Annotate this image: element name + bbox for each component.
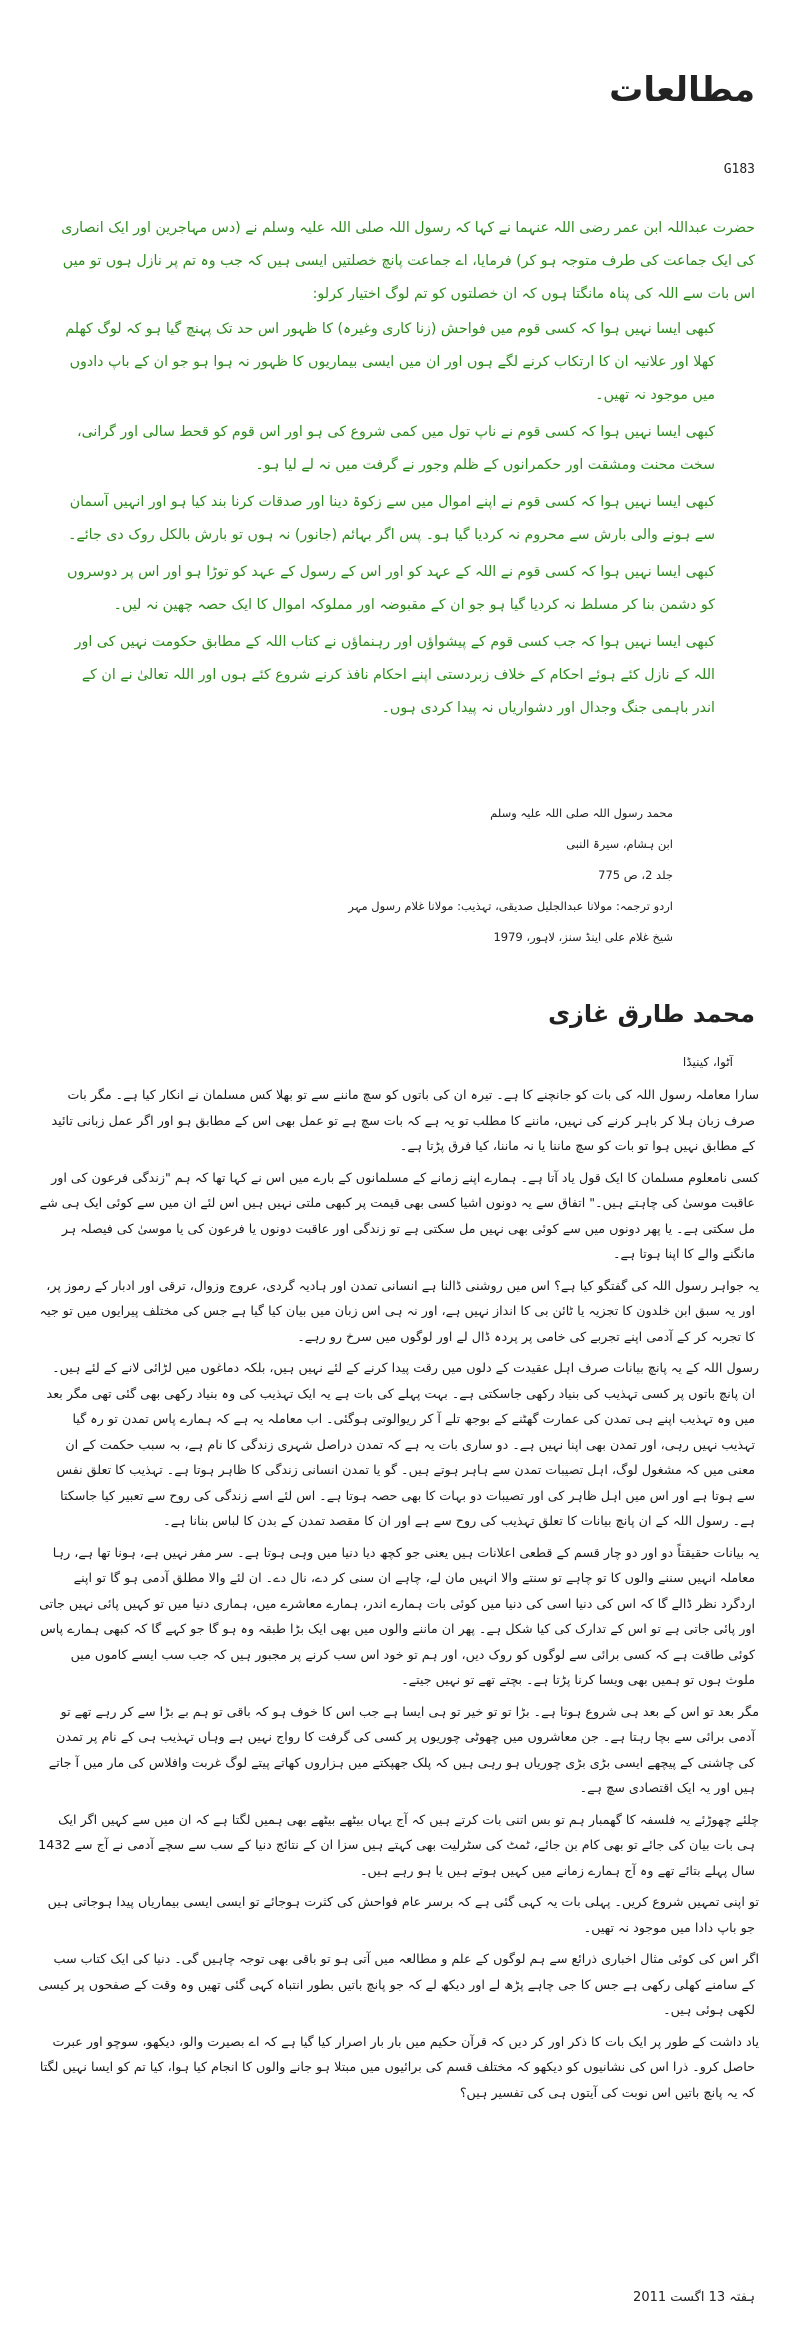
- body-paragraph: رسول اللہ کے یہ پانچ بیانات صرف اہل عقیدت کے دلوں میں رقت پیدا کرنے کے لئے نہیں ہیں، بلکہ دماغوں میں لڑائی لانے کے لئے ہیں۔ ان پانچ باتوں پر کسی تہذیب کی بنیاد رکھی جاسکتی ہے۔ بہت پہلے کی بات ہے یہ ایک تہذیب کی وہ بنیاد رکھی بھی گئی تھی مگر بعد میں وہ تہذیب اپنے ہی تمدن کی عمارت گھٹنے کے بوجھ تلے آ کر ریوالوتی ہوگئی۔ اب معاملہ یہ ہے کہ ہمارے پاس تمدن تو رہ گیا تہذیب نہیں رہی، اور تمدن بھی اپنا نہیں ہے۔ دو ساری بات یہ ہے کہ تمدن دراصل شہری زندگی کا نام ہے، بہ سبب حکمت کے ان معنی میں کہ مشغول لوگ، اہل تصیبات تمدن سے ہاہر ہوتے ہیں۔ گو یا تمدن انسانی زندگی کا ظاہر ہوتا ہے۔ تہذیب کا تعلق نفس سے ہوتا ہے اور اس میں اہل ظاہر کی اور تصیبات دو بہات کا بھی حصہ ہوتا ہے۔ اس لئے اسے زندگی کی روح سے تعبیر کیا جاسکتا ہے۔ رسول اللہ کے ان پانچ بیانات کا تعلق تہذیب کی روح سے ہے اور ان کا مقصد تمدن کے بدن کا لباس بنانا ہے۔: [46, 1360, 759, 1528]
- hadith-intro: حضرت عبداللہ ابن عمر رضی اللہ عنہما نے کہا کہ رسول اللہ صلی اللہ علیہ وسلم نے (دس مہاجرین اور ایک انصاری کی ایک جماعت کی طرف متوجہ ہو کر) فرمایا، اے جماعت پانچ خصلتیں ایسی ہیں کہ جب وہ تم پر نازل ہوں تو میں اس بات سے اللہ کی پناہ مانگتا ہوں کہ ان خصلتوں کو تم لوگ اختیار کرلو:: [61, 220, 755, 302]
- body-paragraph: چلئے چھوڑئے یہ فلسفہ کا گھمبار ہم تو بس اتنی بات کرتے ہیں کہ آج یہاں بیٹھے بیٹھے بھی ہمیں لگتا ہے کہ ان میں سے کہیں اگر ایک ہی بات بیان کی جائے تو بھی کام بن جائے، ٹمٹ کی سٹرلیت بھی کہتے ہیں سزا ان کے نتائج دنیا کے سب سے سچے آدمی نے آج سے 1432 سال پہلے بتائے تھے وہ آج ہمارے زمانے میں کہیں ہوتے ہیں یا ہو رہے ہیں۔: [38, 1811, 759, 1878]
- hadith-item: کبھی ایسا نہیں ہوا کہ کسی قوم نے اللہ کے عہد کو اور اس کے رسول کے عہد کو توڑا ہو اور اس پر دوسروں کو دشمن بنا کر مسلط نہ کردیا گیا ہو جو ان کے مقبوضہ اور مملوکہ اموال کا ایک حصہ چھین نہ لیں۔: [67, 564, 715, 613]
- reference-line: اردو ترجمہ: مولانا عبدالجلیل صدیقی، تہذیب: مولانا غلام رسول مہر: [348, 899, 673, 913]
- body-paragraph: تو اپنی تمہیں شروع کریں۔ پہلی بات یہ کہی گئی ہے کہ برسر عام فواحش کی کثرت ہوجائے تو ایسی ایسی بیماریاں پیدا ہوجاتی ہیں جو باپ دادا میں موجود نہ تھیں۔: [47, 1894, 759, 1935]
- reference-line: محمد رسول اللہ صلی اللہ علیہ وسلم: [490, 806, 673, 820]
- body-paragraph: کسی نامعلوم مسلمان کا ایک قول یاد آتا ہے۔ ہمارے اپنے زمانے کے مسلمانوں کے بارے میں اس نے کہا تھا کہ ہم "زندگی فرعون کی اور عاقبت موسیٰ کی چاہتے ہیں۔" اتفاق سے یہ دونوں اشیا کسی بھی قیمت پر کبھی ملتی نہیں ہیں اس لئے ان میں سے کوئی ایک ہی شے مل سکتی ہے۔ یا پھر دونوں میں سے کوئی بھی نہیں مل سکتی ہے تو زندگی اور عاقبت دونوں یا فرعون کی یا موسیٰ کی فیصلہ ہر مانگنے والے کا اپنا ہوتا ہے۔: [39, 1169, 759, 1261]
- reference-block: [348, 798, 673, 953]
- body-paragraph: سارا معاملہ رسول اللہ کی بات کو جانچنے کا ہے۔ تیرہ ان کی باتوں کو سچ ماننے سے تو بھلا کس مسلمان نے انکار کیا ہے۔ مگر بات صرف زبان ہلا کر باہر کرنے کی نہیں، ماننے کا مطلب تو یہ ہے کہ بات سچ ہے تو عمل بھی اس کے مطابق ہو اور اگر عمل زبانی تائید کے مطابق نہیں ہوا تو بات کو سچ ماننا یا نہ ماننا، کیا فرق پڑتا ہے۔: [51, 1087, 759, 1153]
- article-body: [38, 1082, 759, 2111]
- hadith-item: کبھی ایسا نہیں ہوا کہ جب کسی قوم کے پیشواؤں اور رہنماؤں نے کتاب اللہ کے مطابق حکومت نہیں کی اور اللہ کے نازل کئے ہوئے احکام کے خلاف زبردستی اپنے احکام نافذ کرنے شروع کئے ہوں اور اللہ تعالیٰ نے ان کے اندر باہمی جنگ وجدال اور دشواریاں نہ پیدا کردی ہوں۔: [74, 634, 715, 716]
- reference-line: جلد 2، ص 775: [598, 868, 673, 882]
- body-paragraph: مگر بعد تو اس کے بعد ہی شروع ہوتا ہے۔ بڑا تو تو خیر تو ہی ایسا ہے جب اس کا خوف ہو کہ باقی تو ہم بے بڑا سے کر رہے تھے تو آدمی برائی سے بچا رہتا ہے۔ جن معاشروں میں چھوٹی چوریوں پر کسی کی گرفت کا رواج نہیں ہے وہاں تہذیب ہی کے نام پر تمدن کی چاشنی کے پیچھے ایسی بڑی بڑی چوریاں ہو رہی ہیں کہ پلک جھپکتے میں ہزاروں کھاتے پیتے لوگ غربت وافلاس کی مار میں آ جاتے ہیں اور یہ ایک اقتصادی سچ ہے۔: [48, 1703, 759, 1795]
- body-paragraph: یہ بیانات حقیقتاً دو اور دو چار قسم کے قطعی اعلانات ہیں یعنی جو کچھ دیا دنیا میں وہی ہوتا ہے۔ سر مفر نہیں ہے، ہونا تھا ہے، رہا معاملہ انہیں سننے والوں کا تو چاہے تو سنتے والا انہیں مان لے، چاہے ان سنی کر دے، نال دے۔ ان لئے والا مطلق آدمی ہو گا تو اپنے اردگرد نظر ڈالے گا کہ اس کی دنیا اسی کی دنیا میں کوئی بات ہمارے اندر، ہمارے معاشرے میں، ہماری دنیا میں تو کہیں پائی نہیں جاتی اور پائی جاتی ہے تو اس کے تدارک کی کیا شکل ہے۔ پھر ان ماننے والوں میں بھی ایک بڑا طبقہ وہ ہو گا جو کہے گا کہ کبھی ہمارے پاس کوئی طاقت ہے کہ کسی برائی سے لوگوں کو روک دیں، اور ہم تو خود اس سب کرنے پر مجبور ہیں کہ جب سب ایسے کاموں میں ملوث ہوں تو ہمیں بھی ویسا کرنا پڑتا ہے۔ بچتے تھے تو نہیں جیتے۔: [39, 1544, 759, 1687]
- hadith-item: کبھی ایسا نہیں ہوا کہ کسی قوم نے اپنے اموال میں سے زکوۃ دینا اور صدقات کرنا بند کیا ہو اور انہیں آسمان سے ہونے والی بارش سے محروم نہ کردیا گیا ہو۔ پس اگر بہائم (جانور) نہ ہوں تو بارش بالکل روک دی جائے۔: [68, 494, 715, 543]
- hadith-item: کبھی ایسا نہیں ہوا کہ کسی قوم نے ناپ تول میں کمی شروع کی ہو اور اس قوم کو قحط سالی اور گرانی، سخت محنت ومشقت اور حکمرانوں کے ظلم وجور نے گرفت میں نہ لے لیا ہو۔: [77, 424, 715, 473]
- hadith-block: [60, 212, 755, 729]
- body-paragraph: یہ جواہر رسول اللہ کی گفتگو کیا ہے؟ اس میں روشنی ڈالنا ہے انسانی تمدن اور ہادیہ گردی، عروج وزوال، ترقی اور ادبار کے رموز پر، اور یہ سبق ابن خلدون کا تجزیہ یا ٹائن بی کا انداز نہیں ہے، اور نہ ہی اس زبان میں بیان کیا گیا ہے جس کی مختلف پیرایوں میں تو جیہ کا تجربہ کر کے آدمی اپنے تجربے کی خامی پر پردہ ڈال لے اور لوگوں میں سرخ رو رہے۔: [39, 1277, 759, 1344]
- author-name: محمد طارق غازی: [548, 1000, 755, 1028]
- reference-line: شیخ غلام علی اینڈ سنز، لاہور، 1979: [493, 930, 673, 944]
- reference-line: ابن ہشام، سیرۃ النبی: [566, 837, 673, 851]
- body-paragraph: اگر اس کی کوئی مثال اخباری ذرائع سے ہم لوگوں کے علم و مطالعہ میں آتی ہو تو باقی بھی توجہ چاہیں گی۔ دنیا کی ایک کتاب سب کے سامنے کھلی رکھی ہے جس کا جی چاہے پڑھ لے اور دیکھ لے کہ جو پانچ باتیں بطور انتباہ کہی گئی تھیں وہ وقت کے صفحوں پر کیسی لکھی ہوئی ہیں۔: [38, 1951, 759, 2017]
- article-code: G183: [723, 162, 755, 177]
- hadith-item: کبھی ایسا نہیں ہوا کہ کسی قوم میں فواحش (زنا کاری وغیرہ) کا ظہور اس حد تک پہنچ گیا ہو کہ لوگ کھلم کھلا اور علانیہ ان کا ارتکاب کرنے لگے ہوں اور ان میں ایسی بیماریوں کا ظہور نہ ہوا ہو جو ان کے باپ دادوں میں موجود نہ تھیں۔: [65, 321, 715, 403]
- body-paragraph: یاد داشت کے طور پر ایک بات کا ذکر اور کر دیں کہ قرآن حکیم میں بار بار اصرار کیا گیا ہے کہ اے بصیرت والو، دیکھو، سوچو اور عبرت حاصل کرو۔ ذرا اس کی نشانیوں کو دیکھو کہ مختلف قسم کی برائیوں میں مبتلا ہو جانے والوں کا انجام کیا ہوا، کیا تم کو ایسا نہیں لگتا کہ یہ پانچ باتیں اس نوبت کی آیتوں ہی کی تفسیر ہیں؟: [39, 2033, 759, 2100]
- author-location: آٹوا، کینیڈا: [682, 1055, 733, 1069]
- publish-date: ہفتہ 13 اگست 2011: [633, 2290, 755, 2305]
- page-title: مطالعات: [609, 70, 755, 110]
